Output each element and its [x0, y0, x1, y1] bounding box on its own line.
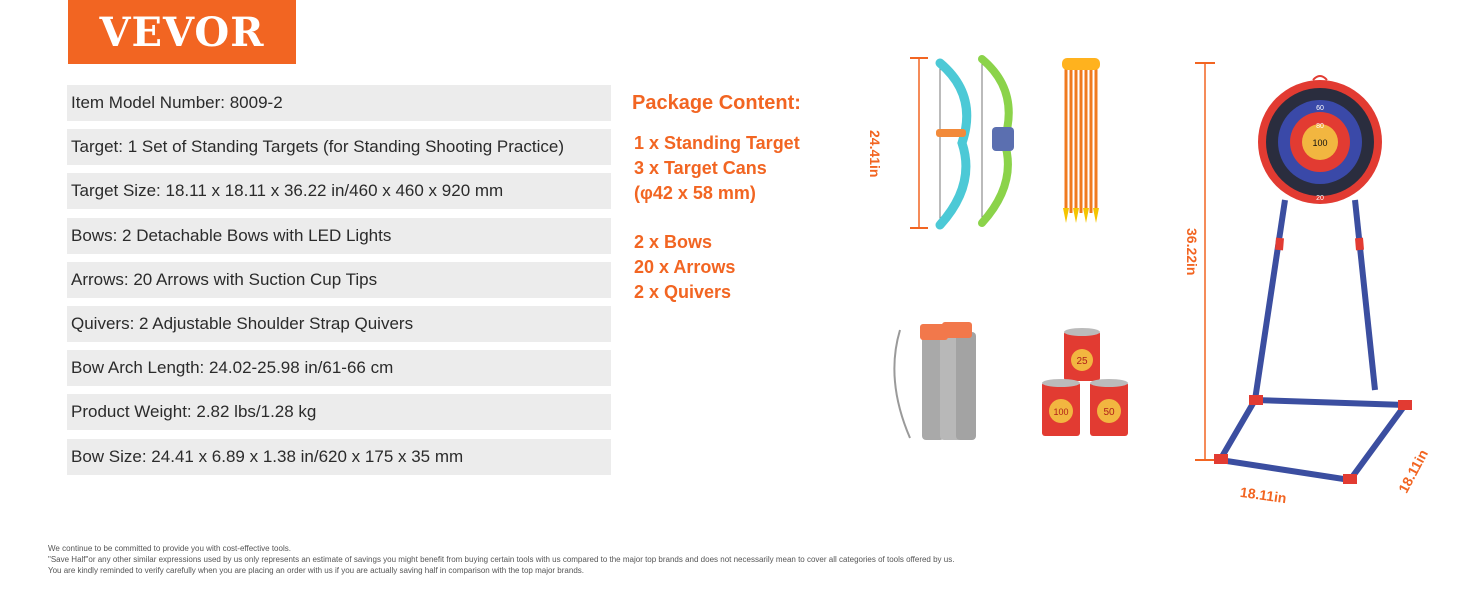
spec-target: Target: 1 Set of Standing Targets (for Standing Shooting Practice) [67, 129, 611, 165]
arrows-image [1060, 58, 1105, 228]
target-score-outer: 20 [1316, 195, 1324, 202]
bow-height-label: 24.41in [867, 130, 883, 178]
package-title: Package Content: [632, 92, 801, 114]
spec-quivers: Quivers: 2 Adjustable Shoulder Strap Quivers [67, 306, 611, 342]
base-width-label: 18.11in [1239, 483, 1288, 507]
package-content [632, 92, 801, 305]
spec-bow-arch-length: Bow Arch Length: 24.02-25.98 in/61-66 cm [67, 350, 611, 386]
bows-image [900, 55, 990, 235]
target-score-ring3: 60 [1316, 105, 1324, 112]
standing-target-image [1195, 60, 1445, 510]
can-score: 50 [1103, 407, 1115, 418]
cans-image [1040, 328, 1140, 440]
spec-arrows: Arrows: 20 Arrows with Suction Cup Tips [67, 262, 611, 298]
quivers-image [880, 320, 985, 445]
can-score: 25 [1076, 356, 1088, 367]
footer-line: You are kindly reminded to verify carefully when you are placing an order with us if you are actually saving half in comparison with the top major brands. [48, 566, 584, 575]
vevor-logo [68, 0, 296, 64]
footer-line: We continue to be committed to provide you with cost-effective tools. [48, 544, 291, 553]
footer-disclaimer [48, 543, 954, 576]
can-right [1090, 379, 1128, 436]
package-item: 20 x Arrows [634, 257, 736, 277]
target-score-center: 100 [1312, 138, 1328, 148]
spec-bow-size: Bow Size: 24.41 x 6.89 x 1.38 in/620 x 175 x 35 mm [67, 439, 611, 475]
package-item: 2 x Bows [634, 232, 713, 252]
package-item: 2 x Quivers [634, 282, 732, 302]
spec-product-weight: Product Weight: 2.82 lbs/1.28 kg [67, 394, 611, 430]
can-score: 100 [1053, 407, 1069, 417]
base-depth-label: 18.11in [1395, 446, 1432, 496]
package-item: (φ42 x 58 mm) [634, 183, 756, 203]
spec-target-size: Target Size: 18.11 x 18.11 x 36.22 in/460 x 460 x 920 mm [67, 173, 611, 209]
target-height-label: 36.22in [1184, 228, 1200, 276]
logo-text: VEVOR [99, 8, 265, 56]
can-left [1042, 379, 1080, 436]
target-score-ring2: 80 [1316, 123, 1324, 130]
spec-list [67, 85, 611, 483]
spec-bows: Bows: 2 Detachable Bows with LED Lights [67, 218, 611, 254]
can-top [1064, 328, 1100, 381]
footer-line: "Save Half"or any other similar expressions used by us only represents an estimate of savings you might benefit from buying certain tools with us compared to the major top brands and does not necessarily mean to cover all categories of tools offered by us. [48, 555, 955, 564]
package-item: 1 x Standing Target [634, 133, 800, 153]
spec-model-number: Item Model Number: 8009-2 [67, 85, 611, 121]
package-item: 3 x Target Cans [634, 158, 767, 178]
